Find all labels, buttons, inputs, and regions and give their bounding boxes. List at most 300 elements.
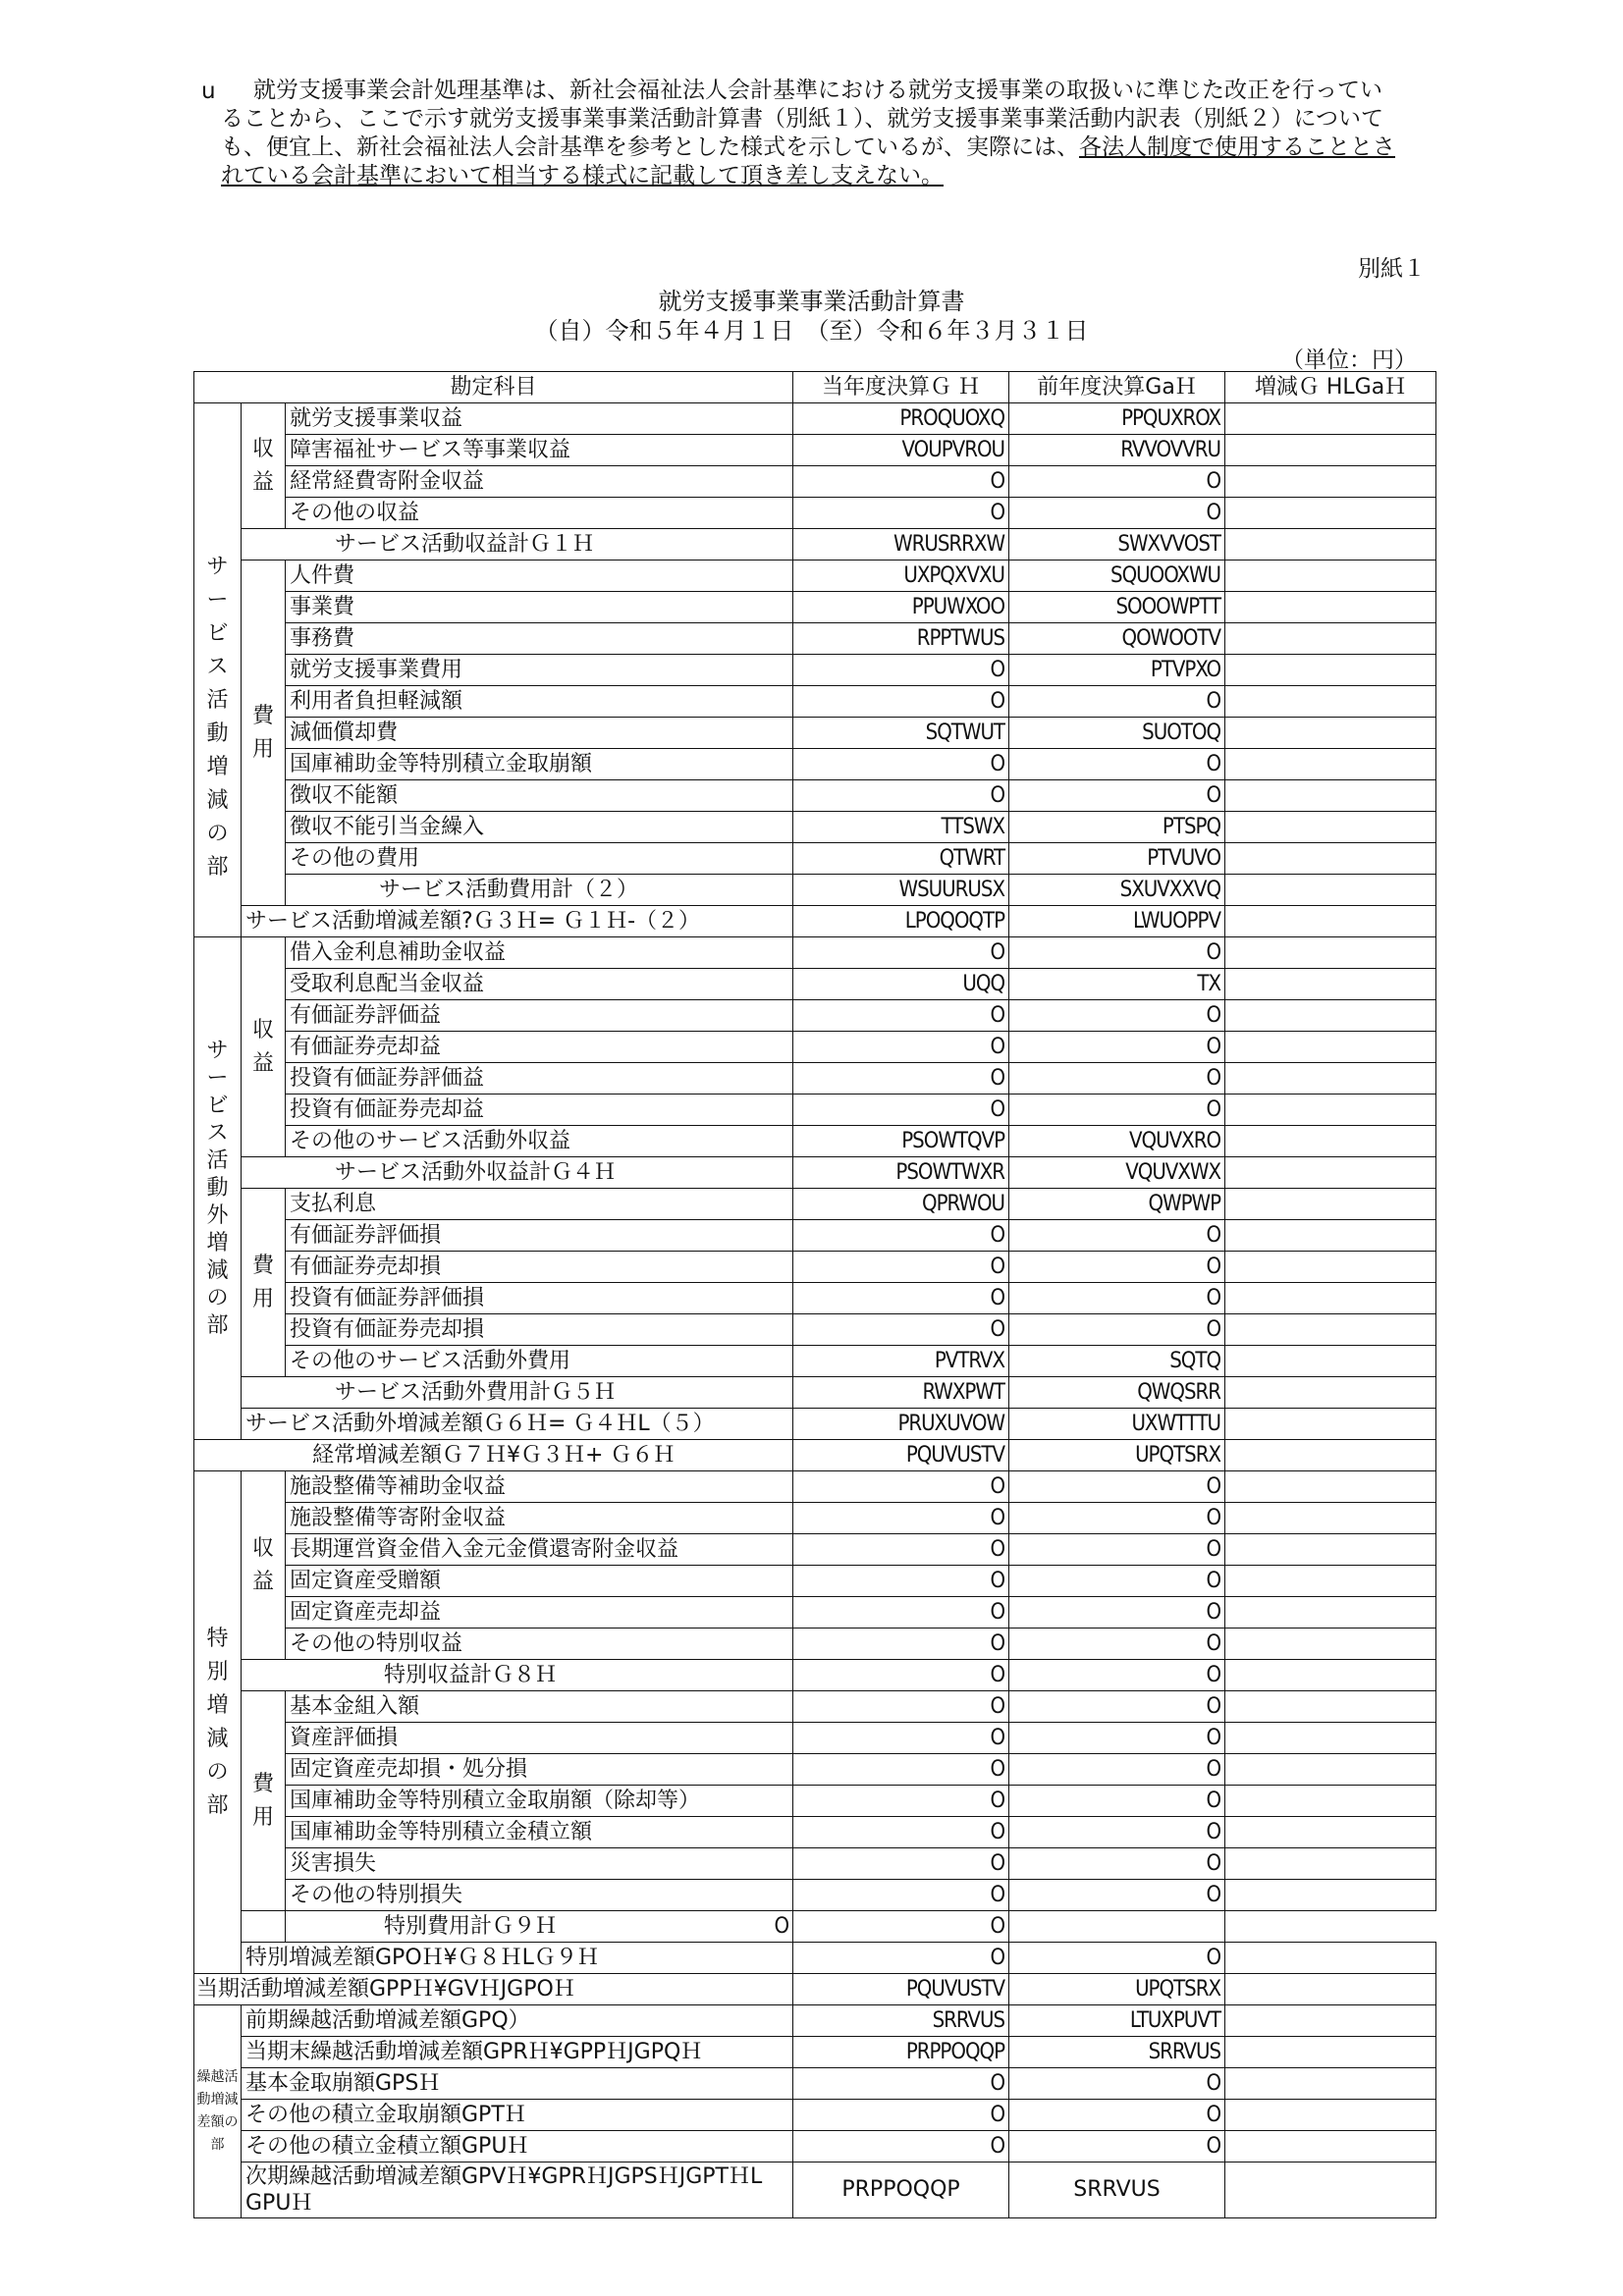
row-previous: SRRVUS (1009, 2037, 1225, 2068)
table-row (194, 1377, 1436, 1409)
row-diff (1225, 1848, 1436, 1880)
row-current: O (793, 1943, 1009, 1974)
table-row (194, 1786, 1436, 1817)
group-revenue: 収益 (242, 403, 286, 529)
row-diff (1225, 1786, 1436, 1817)
row-label: 固定資産売却損・処分損 (286, 1754, 793, 1786)
row-current: TTSWX (793, 812, 1009, 843)
row-label: 有価証券売却損 (286, 1252, 793, 1283)
row-previous: O (1009, 1534, 1225, 1566)
table-row (194, 403, 1436, 435)
row-previous: O (1009, 780, 1225, 812)
row-diff (1225, 1409, 1436, 1440)
row-previous: UXWTTTU (1009, 1409, 1225, 1440)
row-current: PRUXUVOW (793, 1409, 1009, 1440)
row-current: O (793, 1534, 1009, 1566)
row-current: LPOQOQTP (793, 906, 1009, 937)
header-item: 勘定科目 (194, 372, 793, 403)
row-previous: O (1009, 1597, 1225, 1629)
row-diff (1225, 1377, 1436, 1409)
row-current: O (793, 1503, 1009, 1534)
row-diff (1225, 655, 1436, 686)
row-label: 国庫補助金等特別積立金取崩額 (286, 749, 793, 780)
row-previous: O (1009, 1943, 1225, 1974)
unit-label: （単位：円） (1281, 347, 1417, 373)
row-diff (1225, 969, 1436, 1000)
total-label: 特別増減差額GPOＨ¥Ｇ８ＨLＧ９Ｈ (242, 1943, 793, 1974)
row-label: 国庫補助金等特別積立金積立額 (286, 1817, 793, 1848)
row-current: UQQ (793, 969, 1009, 1000)
row-current: O (793, 1597, 1009, 1629)
row-current: O (793, 655, 1009, 686)
row-current: O (793, 1032, 1009, 1063)
table-row (194, 780, 1436, 812)
row-current: O (793, 2068, 1009, 2100)
table-row (194, 1000, 1436, 1032)
row-current: O (286, 1911, 793, 1943)
table-row (194, 906, 1436, 937)
table-row (194, 1943, 1436, 1974)
row-label: 当期末繰越活動増減差額GPRＨ¥GPPＨJGPQＨ (242, 2037, 793, 2068)
row-previous: VQUVXWX (1009, 1157, 1225, 1189)
row-current: RPPTWUS (793, 623, 1009, 655)
row-current: RWXPWT (793, 1377, 1009, 1409)
table-row (194, 1660, 1436, 1691)
table-row (194, 1220, 1436, 1252)
period-total-label: 当期活動増減差額GPPＨ¥GVＨJGPOＨ (194, 1974, 793, 2005)
row-current: QTWRT (793, 843, 1009, 875)
row-previous: O (1009, 1314, 1225, 1346)
row-diff (1225, 403, 1436, 435)
row-diff (1225, 1723, 1436, 1754)
row-previous: UPQTSRX (1009, 1440, 1225, 1471)
table-row (194, 592, 1436, 623)
table-row (194, 1754, 1436, 1786)
table-row (194, 937, 1436, 969)
row-current: O (793, 1660, 1009, 1691)
row-diff (1225, 1157, 1436, 1189)
row-diff (1225, 529, 1436, 561)
row-current: PROQUOXQ (793, 403, 1009, 435)
subtotal-label: サービス活動外収益計Ｇ４Ｈ (242, 1157, 793, 1189)
row-previous: VQUVXRO (1009, 1126, 1225, 1157)
group-expense: 費用 (242, 1189, 286, 1377)
row-previous: O (1009, 1723, 1225, 1754)
table-row (194, 435, 1436, 466)
row-label: 経常経費寄附金収益 (286, 466, 793, 498)
row-previous: O (1009, 1063, 1225, 1095)
table-row (194, 529, 1436, 561)
row-diff (1225, 1471, 1436, 1503)
row-label: 次期繰越活動増減差額GPVＨ¥GPRＨJGPSＨJGPTＨL GPUＨ (242, 2163, 793, 2218)
row-diff (1225, 1629, 1436, 1660)
row-previous: PTVUVO (1009, 843, 1225, 875)
table-row (194, 1848, 1436, 1880)
row-label: 前期繰越活動増減差額GPQ） (242, 2005, 793, 2037)
row-previous: O (1009, 749, 1225, 780)
row-current: WSUURUSX (793, 875, 1009, 906)
row-previous: O (1009, 466, 1225, 498)
row-previous: O (1009, 1660, 1225, 1691)
row-label: 基本金取崩額GPSＨ (242, 2068, 793, 2100)
row-diff (1225, 1220, 1436, 1252)
row-diff (1225, 2163, 1436, 2218)
row-label: 施設整備等寄附金収益 (286, 1503, 793, 1534)
row-current: O (793, 1095, 1009, 1126)
group-revenue: 収益 (242, 1471, 286, 1660)
row-label: 投資有価証券評価損 (286, 1283, 793, 1314)
row-current: O (793, 1063, 1009, 1095)
row-diff (1225, 749, 1436, 780)
group-revenue: 収益 (242, 937, 286, 1157)
row-label: 施設整備等補助金収益 (286, 1471, 793, 1503)
row-current: O (793, 498, 1009, 529)
table-row (194, 1597, 1436, 1629)
row-label: 徴収不能引当金繰入 (286, 812, 793, 843)
ordinary-total-label: 経常増減差額Ｇ７Ｈ¥Ｇ３Ｈ+ Ｇ６Ｈ (194, 1440, 793, 1471)
row-label: 国庫補助金等特別積立金取崩額（除却等） (286, 1786, 793, 1817)
row-label: 徴収不能額 (286, 780, 793, 812)
table-row (194, 655, 1436, 686)
table-row (194, 1629, 1436, 1660)
row-previous: O (1009, 1095, 1225, 1126)
row-previous: SUOTOQ (1009, 718, 1225, 749)
subtotal-label: サービス活動収益計Ｇ１Ｈ (242, 529, 793, 561)
section-service: サービス活動増減の部 (194, 403, 242, 937)
row-current: SQTWUT (793, 718, 1009, 749)
table-row (194, 561, 1436, 592)
row-diff (1225, 1566, 1436, 1597)
row-diff (1225, 498, 1436, 529)
row-previous: O (1009, 686, 1225, 718)
row-previous: SQUOOXWU (1009, 561, 1225, 592)
row-current: PPUWXOO (793, 592, 1009, 623)
row-label: その他の費用 (286, 843, 793, 875)
row-label: その他の特別収益 (286, 1629, 793, 1660)
row-diff (1225, 718, 1436, 749)
table-row (194, 2037, 1436, 2068)
row-previous: O (1009, 1252, 1225, 1283)
row-previous: O (1009, 1566, 1225, 1597)
note-text: 就労支援事業会計処理基準は、新社会福祉法人会計基準における就労支援事業の取扱いに準じた改正を行っていることから、ここで示す就労支援事業事業活動計算書（別紙１）、就労支援事業事業活動内訳表（別紙２）についても、便宜上、新社会福祉法人会計基準を参考とした様式を示しているが、実際には、 (221, 78, 1384, 160)
row-current: SRRVUS (793, 2005, 1009, 2037)
row-current: O (793, 1314, 1009, 1346)
table-row (194, 1817, 1436, 1848)
row-current: PQUVUSTV (793, 1440, 1009, 1471)
table-row (194, 1974, 1436, 2005)
row-diff (1225, 1252, 1436, 1283)
table-row (194, 1252, 1436, 1283)
row-previous: RVVOVVRU (1009, 435, 1225, 466)
row-current: O (793, 2131, 1009, 2163)
note-bullet: u (201, 79, 216, 104)
table-row (194, 1283, 1436, 1314)
activity-statement-table (193, 371, 1436, 2218)
row-current: O (793, 749, 1009, 780)
row-diff (1225, 466, 1436, 498)
row-previous: SWXVVOST (1009, 529, 1225, 561)
row-diff (1225, 906, 1436, 937)
row-diff (1225, 1346, 1436, 1377)
row-previous: LWUOPPV (1009, 906, 1225, 937)
row-previous: O (1009, 937, 1225, 969)
table-row (194, 2163, 1436, 2218)
row-previous: O (1009, 1032, 1225, 1063)
row-previous: O (1009, 1848, 1225, 1880)
table-row (194, 969, 1436, 1000)
row-current: PQUVUSTV (793, 1974, 1009, 2005)
row-label: 資産評価損 (286, 1723, 793, 1754)
header-current: 当年度決算Ｇ Ｈ (793, 372, 1009, 403)
row-label: 就労支援事業費用 (286, 655, 793, 686)
row-current: O (793, 1283, 1009, 1314)
row-diff (1225, 843, 1436, 875)
row-previous: O (1009, 1880, 1225, 1911)
subtotal-label: サービス活動費用計（２） (286, 875, 793, 906)
row-label: 投資有価証券売却損 (286, 1314, 793, 1346)
row-current: O (793, 1817, 1009, 1848)
row-current: O (793, 1252, 1009, 1283)
group-expense: 費用 (242, 1691, 286, 1911)
row-diff (1225, 1440, 1436, 1471)
row-current: O (793, 1471, 1009, 1503)
row-diff (1225, 1126, 1436, 1157)
row-previous: QWPWP (1009, 1189, 1225, 1220)
table-row (194, 812, 1436, 843)
group-expense: 費用 (242, 561, 286, 906)
row-previous: SQTQ (1009, 1346, 1225, 1377)
row-current: PRPPOQQP (793, 2163, 1009, 2218)
row-previous: O (1009, 1000, 1225, 1032)
row-label: 投資有価証券評価益 (286, 1063, 793, 1095)
row-label: 支払利息 (286, 1189, 793, 1220)
row-previous: O (1009, 1691, 1225, 1723)
table-row (194, 1126, 1436, 1157)
row-diff (1225, 875, 1436, 906)
row-diff (1225, 2068, 1436, 2100)
row-previous: QWQSRR (1009, 1377, 1225, 1409)
row-diff (1225, 1095, 1436, 1126)
table-row (194, 1691, 1436, 1723)
row-current: O (793, 1566, 1009, 1597)
table-header-row (194, 372, 1436, 403)
row-current: PSOWTQVP (793, 1126, 1009, 1157)
table-row (194, 466, 1436, 498)
table-row (194, 1566, 1436, 1597)
row-label: 有価証券評価損 (286, 1220, 793, 1252)
subtotal-label: 特別費用計Ｇ９Ｈ (242, 1911, 286, 1943)
row-current: O (793, 1754, 1009, 1786)
row-previous: SRRVUS (1009, 2163, 1225, 2218)
row-current: O (793, 686, 1009, 718)
row-previous: O (793, 1911, 1009, 1943)
row-previous: SOOOWPTT (1009, 592, 1225, 623)
row-diff (1225, 1189, 1436, 1220)
row-label: その他のサービス活動外収益 (286, 1126, 793, 1157)
row-label: 有価証券売却益 (286, 1032, 793, 1063)
table-row (194, 1471, 1436, 1503)
table-row (194, 1032, 1436, 1063)
row-previous: O (1009, 2068, 1225, 2100)
row-diff (1225, 2131, 1436, 2163)
table-row (194, 1157, 1436, 1189)
statement-period: （自）令和５年４月１日 （至）令和６年３月３１日 (534, 317, 1089, 345)
row-diff (1225, 1314, 1436, 1346)
row-previous: O (1009, 1629, 1225, 1660)
row-label: その他の特別損失 (286, 1880, 793, 1911)
row-label: 投資有価証券売却益 (286, 1095, 793, 1126)
row-previous: O (1009, 1283, 1225, 1314)
row-diff (1225, 1063, 1436, 1095)
row-diff (1225, 592, 1436, 623)
row-current: O (793, 937, 1009, 969)
row-diff (1225, 1032, 1436, 1063)
row-previous: SXUVXXVQ (1009, 875, 1225, 906)
table-row (194, 498, 1436, 529)
row-current: O (793, 1000, 1009, 1032)
row-diff (1225, 686, 1436, 718)
subtotal-label: 特別収益計Ｇ８Ｈ (242, 1660, 793, 1691)
row-diff (1225, 1597, 1436, 1629)
row-label: その他の積立金積立額GPUＨ (242, 2131, 793, 2163)
row-previous: UPQTSRX (1009, 1974, 1225, 2005)
row-diff (1225, 435, 1436, 466)
row-label: 人件費 (286, 561, 793, 592)
section-special: 特別増減の部 (194, 1471, 242, 1974)
row-diff (1225, 2037, 1436, 2068)
row-label: 障害福祉サービス等事業収益 (286, 435, 793, 466)
header-previous: 前年度決算GaＨ (1009, 372, 1225, 403)
row-diff (1225, 1534, 1436, 1566)
table-row (194, 843, 1436, 875)
row-previous: TX (1009, 969, 1225, 1000)
table-row (194, 1314, 1436, 1346)
table-row (194, 1911, 1436, 1943)
row-diff (1225, 1880, 1436, 1911)
table-row (194, 1503, 1436, 1534)
row-diff (1225, 937, 1436, 969)
row-current: O (793, 2100, 1009, 2131)
table-row (194, 1534, 1436, 1566)
row-previous: O (1009, 1471, 1225, 1503)
table-row (194, 2100, 1436, 2131)
row-current: UXPQXVXU (793, 561, 1009, 592)
row-previous: PTSPQ (1009, 812, 1225, 843)
row-label: 災害損失 (286, 1848, 793, 1880)
row-previous: O (1009, 1786, 1225, 1817)
row-current: PSOWTWXR (793, 1157, 1009, 1189)
row-diff (1225, 623, 1436, 655)
row-diff (1225, 1000, 1436, 1032)
row-diff (1225, 2005, 1436, 2037)
row-diff (1225, 1283, 1436, 1314)
row-previous: PPQUXROX (1009, 403, 1225, 435)
section-non-service: サービス活動外増減の部 (194, 937, 242, 1440)
row-diff (1225, 1754, 1436, 1786)
section-carryover: 繰越活動増減差額の部 (194, 2005, 242, 2218)
row-previous: PTVPXO (1009, 655, 1225, 686)
table-row (194, 686, 1436, 718)
statement-title: 就労支援事業事業活動計算書 (658, 288, 965, 315)
row-label: 基本金組入額 (286, 1691, 793, 1723)
row-current: O (793, 1848, 1009, 1880)
row-diff (1225, 561, 1436, 592)
total-label: サービス活動外増減差額Ｇ６Ｈ= Ｇ４ＨL（５） (242, 1409, 793, 1440)
row-current: O (793, 780, 1009, 812)
row-current: O (793, 1691, 1009, 1723)
table-row (194, 1063, 1436, 1095)
row-previous: O (1009, 1817, 1225, 1848)
row-label: 減価償却費 (286, 718, 793, 749)
table-row (194, 1189, 1436, 1220)
row-current: VOUPVROU (793, 435, 1009, 466)
row-diff (1225, 1974, 1436, 2005)
table-row (194, 1346, 1436, 1377)
row-diff (1225, 1817, 1436, 1848)
row-current: O (793, 1880, 1009, 1911)
row-label: 就労支援事業収益 (286, 403, 793, 435)
row-diff (1225, 1691, 1436, 1723)
header-diff: 増減Ｇ HLGaＨ (1225, 372, 1436, 403)
attachment-label: 別紙１ (1358, 256, 1426, 282)
table-row (194, 1880, 1436, 1911)
row-label: 借入金利息補助金収益 (286, 937, 793, 969)
row-previous: QOWOOTV (1009, 623, 1225, 655)
row-current: O (793, 466, 1009, 498)
row-diff (1225, 812, 1436, 843)
row-current: QPRWOU (793, 1189, 1009, 1220)
table-row (194, 623, 1436, 655)
table-row (194, 2068, 1436, 2100)
row-label: 長期運営資金借入金元金償還寄附金収益 (286, 1534, 793, 1566)
row-previous: O (1009, 2131, 1225, 2163)
row-diff (1225, 1943, 1436, 1974)
table-row (194, 749, 1436, 780)
row-label: その他の積立金取崩額GPTＨ (242, 2100, 793, 2131)
total-label: サービス活動増減差額?Ｇ３Ｈ= Ｇ１Ｈ-（２） (242, 906, 793, 937)
row-label: 受取利息配当金収益 (286, 969, 793, 1000)
row-current: PVTRVX (793, 1346, 1009, 1377)
row-previous: O (1009, 1754, 1225, 1786)
row-diff (1225, 2100, 1436, 2131)
row-label: 利用者負担軽減額 (286, 686, 793, 718)
row-diff (1225, 1660, 1436, 1691)
row-current: O (793, 1786, 1009, 1817)
table-row (194, 875, 1436, 906)
table-row (194, 1409, 1436, 1440)
row-previous: O (1009, 498, 1225, 529)
row-label: その他のサービス活動外費用 (286, 1346, 793, 1377)
row-diff (1225, 1503, 1436, 1534)
row-label: 事務費 (286, 623, 793, 655)
table-row (194, 2131, 1436, 2163)
row-label: 事業費 (286, 592, 793, 623)
table-row (194, 1095, 1436, 1126)
subtotal-label: サービス活動外費用計Ｇ５Ｈ (242, 1377, 793, 1409)
table-row (194, 2005, 1436, 2037)
row-label: 有価証券評価益 (286, 1000, 793, 1032)
row-previous: O (1009, 1503, 1225, 1534)
row-current: O (793, 1629, 1009, 1660)
row-previous: O (1009, 2100, 1225, 2131)
row-label: その他の収益 (286, 498, 793, 529)
row-previous: LTUXPUVT (1009, 2005, 1225, 2037)
note-paragraph (221, 77, 1399, 190)
row-label: 固定資産受贈額 (286, 1566, 793, 1597)
row-current: WRUSRRXW (793, 529, 1009, 561)
row-previous: O (1009, 1220, 1225, 1252)
note-underlined-text: 各法人制度で使用することとされている会計基準において相当する様式に記載して頂き差し支えない。 (221, 134, 1395, 188)
